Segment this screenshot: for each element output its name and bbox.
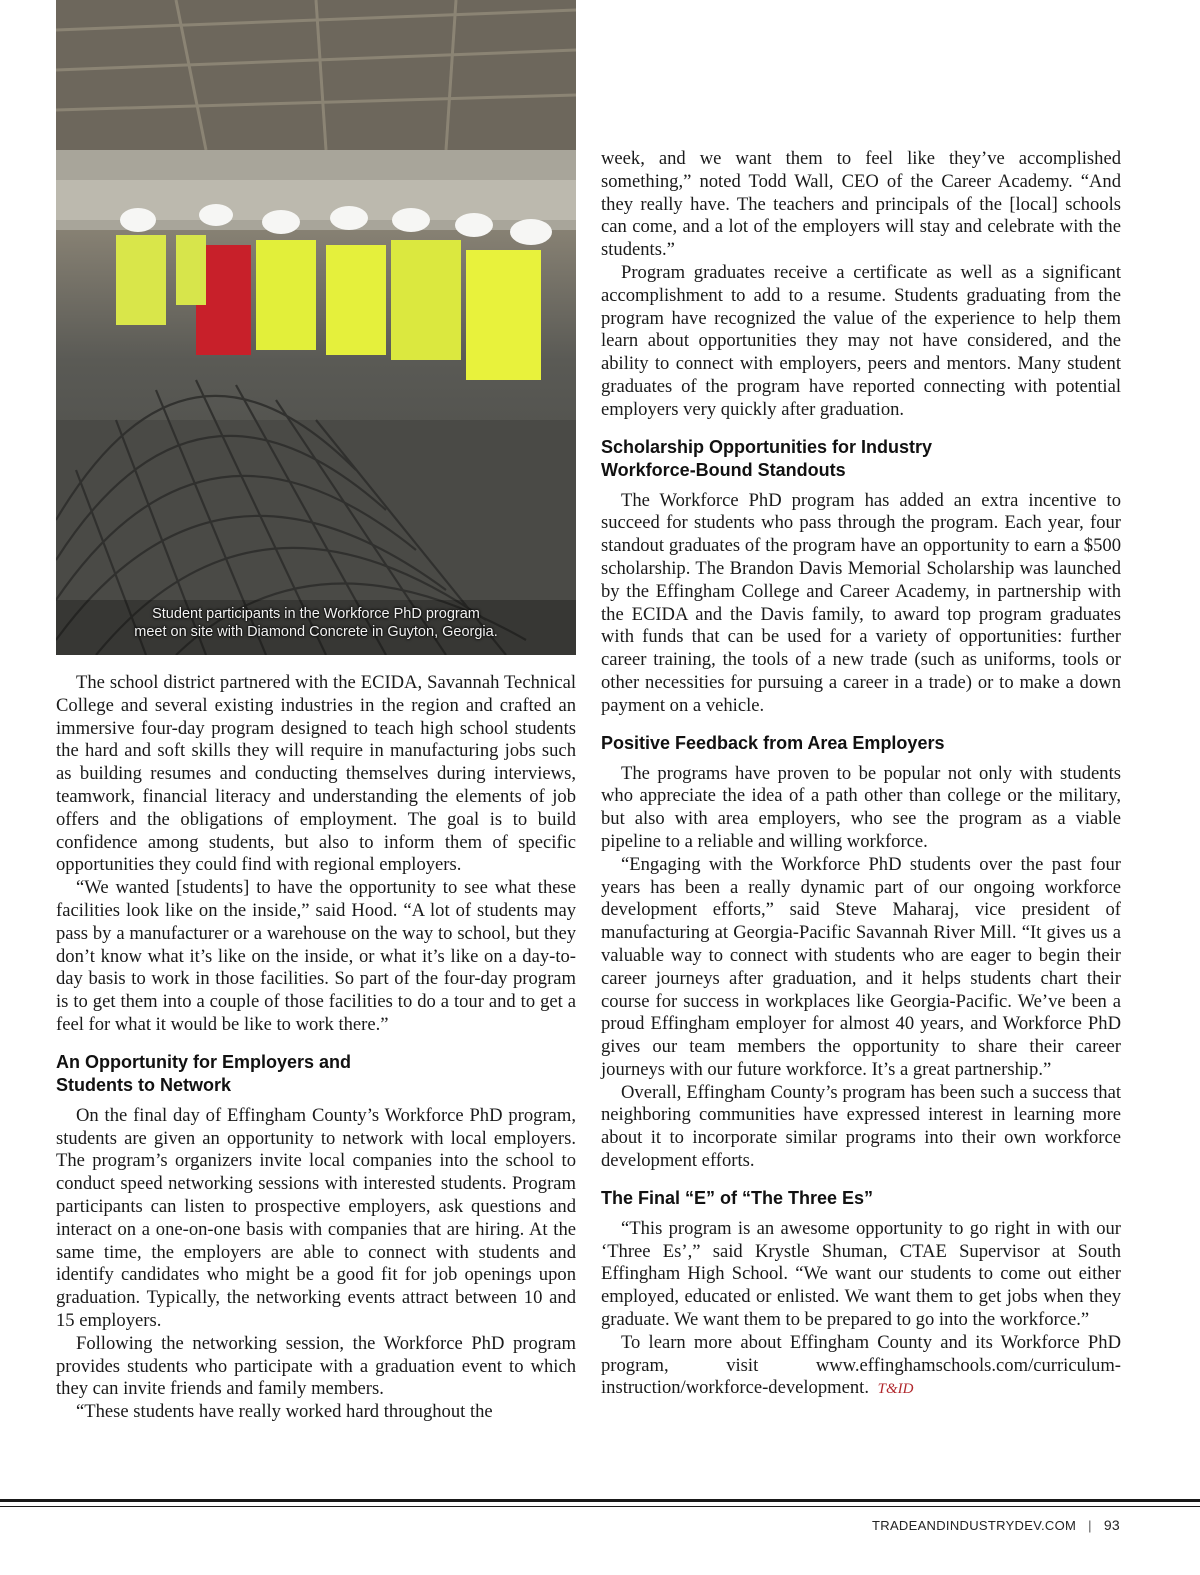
paragraph: “We wanted [students] to have the opportunity to see what these facilities look like on the inside,” said Hood. “A lot of students may pass by a manufacturer or a warehouse on the way to school, but they don’t know what it’s like on the inside, or what it’s like on a day-to-day basis to work in those facilities. So part of the four-day program is to get them into a couple of those facilities to do a tour and to get a feel for what it would be like to work there.” [56,877,576,1035]
paragraph: week, and we want them to feel like they’ve accomplished something,” noted Todd Wall, CEO of the Career Academy. “And they really have. The teachers and principals of the [local] schools can come, and a lot of the employers will stay and celebrate with the students.” [601,148,1121,261]
paragraph: On the final day of Effingham County’s Workforce PhD program, students are given an opportunity to network with local employers. The program’s organizers invite local companies into the school to conduct speed networking sessions with interested students. Program participants can listen to prospective employers, ask questions and interact on a one-on-one basis with companies that are hiring. At the same time, the employers are able to connect with students and identify candidates who might be a good fit for job openings upon graduation. Typically, the networking events attract between 10 and 15 employers. [56,1104,576,1331]
heading-line: An Opportunity for Employers and [56,1051,352,1072]
photo-caption [56,605,576,641]
left-column [56,672,576,1424]
footer-rule-thin [0,1506,1200,1507]
heading-line: Students to Network [56,1074,232,1095]
section-heading-feedback: Positive Feedback from Area Employers [601,732,945,753]
paragraph: The school district partnered with the ECIDA, Savannah Technical College and several existing industries in the region and crafted an immersive four-day program designed to teach high school students the hard and soft skills they will require in manufacturing jobs such as building resumes and conducting themselves during interviews, teamwork, financial literacy and understanding the elements of job offers and the obligations of employment. The goal is to build confidence among students, but also to inform them of specific opportunities they could find with regional employers. [56,672,576,876]
paragraph: “These students have really worked hard throughout the [76,1401,493,1423]
footer-site-url: TRADEANDINDUSTRYDEV.COM [872,1518,1077,1533]
page-footer [872,1517,1120,1533]
closing-text: To learn more about Effingham County and its Workforce PhD program, visit www.effinghamschools.com/curriculum-instruction/workforce-development. [601,1331,1121,1399]
footer-rule-thick [0,1499,1200,1502]
page-number: 93 [1103,1517,1120,1533]
right-column [601,148,1121,1401]
paragraph-closing [601,1332,1121,1401]
section-heading-final-e: The Final “E” of “The Three Es” [601,1187,874,1208]
paragraph: Overall, Effingham County’s program has been such a success that neighboring communities have expressed interest in learning more about it to incorporate similar programs into their own workforce development efforts. [601,1081,1121,1172]
footer-separator: | [1088,1518,1092,1533]
paragraph: “This program is an awesome opportunity to go right in with our ‘Three Es’,” said Krystle Shuman, CTAE Supervisor at South Effingham High School. “We want our students to come out either employed, educated or enlisted. We want them to get jobs when they graduate. We want them to be prepared to go into the workforce.” [601,1217,1121,1331]
photo-caption-line-1: Student participants in the Workforce PhD program [152,606,480,622]
paragraph: “Engaging with the Workforce PhD students over the past four years has been a really dynamic part of our ongoing workforce development efforts,” said Steve Maharaj, vice president of manufacturing at Georgia-Pacific Savannah River Mill. “It gives us a valuable way to connect with students who are eager to begin their career journeys after graduation, and it helps students chart their course for success in workplaces like Georgia-Pacific. We’ve been a proud Effingham employer for almost 40 years, and Workforce PhD gives our team members the opportunity to share their career journeys with our future workforce. It’s a great partnership.” [601,853,1121,1080]
article-photo [56,0,576,655]
paragraph: Following the networking session, the Workforce PhD program provides students who participate with a graduation event to which they can invite friends and family members. [56,1332,576,1400]
paragraph: Program graduates receive a certificate as well as a significant accomplishment to add to a resume. Students graduating from the program have recognized the value of the experience to help them learn about opportunities they may not have considered, and the ability to connect with employers, peers and mentors. Many student graduates of the program have reported connecting with potential employers very quickly after graduation. [601,261,1121,420]
paragraph: The programs have proven to be popular not only with students who appreciate the idea of a path other than college or the military, but also with area employers, who see the program as a viable pipeline to a reliable and willing workforce. [601,762,1121,852]
paragraph: The Workforce PhD program has added an extra incentive to succeed for students who pass through the program. Each year, four standout graduates of the program have an opportunity to earn a $500 scholarship. The Brandon Davis Memorial Scholarship was launched by the Effingham College and Career Academy, in partnership with the ECIDA and the Davis family, to award top program graduates with funds that can be used for a variety of opportunities: further career training, the tools of a new trade (such as uniforms, tools or other necessities for pursuing a career in a trade) or to make a down payment on a vehicle. [601,489,1121,716]
heading-line: Scholarship Opportunities for Industry [601,436,933,457]
section-heading-scholarship [601,436,1121,482]
section-heading-network [56,1051,576,1097]
heading-line: Workforce-Bound Standouts [601,459,846,480]
photo-illustration [56,0,576,655]
photo-caption-line-2: meet on site with Diamond Concrete in Guyton, Georgia. [134,624,498,640]
tid-end-logo: T&ID [877,1381,914,1398]
